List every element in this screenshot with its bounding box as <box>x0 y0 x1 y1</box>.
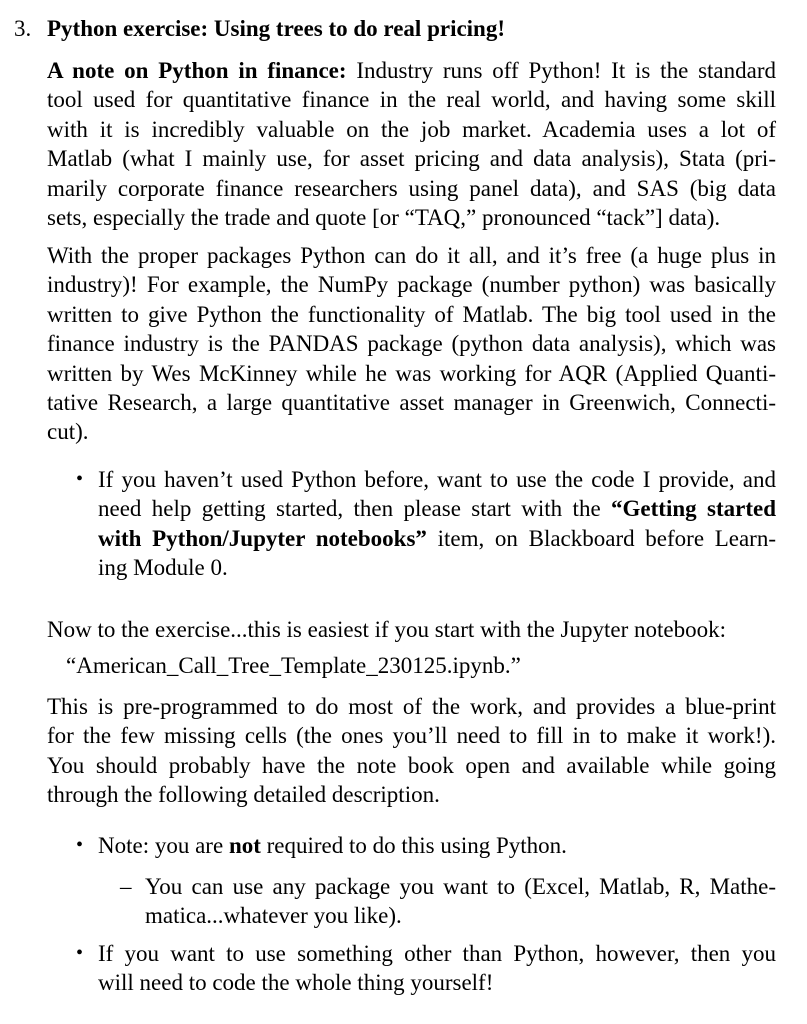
paragraph-lead: A note on Python in finance: <box>47 58 347 83</box>
exercise-intro: Now to the exercise...this is easiest if you start with the Jupyter notebook: <box>47 617 727 642</box>
bullet-glyph: • <box>76 942 84 964</box>
paragraph-python-in-finance: A note on Python in finance: Industry runs off Python! It is the standard tool used for quantitative finance in the real world, and having some skill with it is incredibly valuable on the job market. Academia uses a lot of Matlab (what I mainly use, for asset pricing and data analysis), Stata (pri- marily corporate finance researchers using panel data), and SAS (big data sets, especially the trade and quote [or “TAQ,” pronounced “tack”] data). <box>47 58 777 231</box>
bullet-code-yourself: If you want to use something other than Python, however, then you will need to code the whole thing yourself! <box>98 941 776 996</box>
bullet-getting-started: If you haven’t used Python before, want to use the code I provide, and need help getting started, then please start with the “Getting started with Python/Jupyter notebooks” item, on Blackboard before Learn- ing Module 0. <box>98 467 777 581</box>
dash-glyph: – <box>120 874 132 899</box>
notebook-filename: “American_Call_Tree_Template_230125.ipynb.” <box>66 653 521 678</box>
bullet-glyph: • <box>76 468 84 490</box>
section-title: Python exercise: Using trees to do real pricing! <box>47 16 506 41</box>
bullet-not-required: Note: you are not required to do this using Python. <box>98 833 567 858</box>
bullet-glyph: • <box>76 834 84 856</box>
paragraph-python-packages: With the proper packages Python can do it all, and it’s free (a huge plus in industry)! For example, the NumPy package (number python) was basically written to give Python the functionality of Matlab. The big tool used in the finance industry is the PANDAS package (python data analysis), which was written by Wes McKinney while he was working for AQR (Applied Quanti- tative Research, a large quantitative asset manager in Greenwich, Connecti- cut). <box>47 243 776 445</box>
paragraph-preprogrammed: This is pre-programmed to do most of the work, and provides a blue-print for the few missing cells (the ones you’ll need to fill in to make it work!). You should probably have the note book open and available while going through the following detailed description. <box>47 694 776 808</box>
section-number: 3. <box>14 16 32 41</box>
sub-bullet-any-package: You can use any package you want to (Excel, Matlab, R, Mathe- matica...whatever you like). <box>145 874 776 929</box>
